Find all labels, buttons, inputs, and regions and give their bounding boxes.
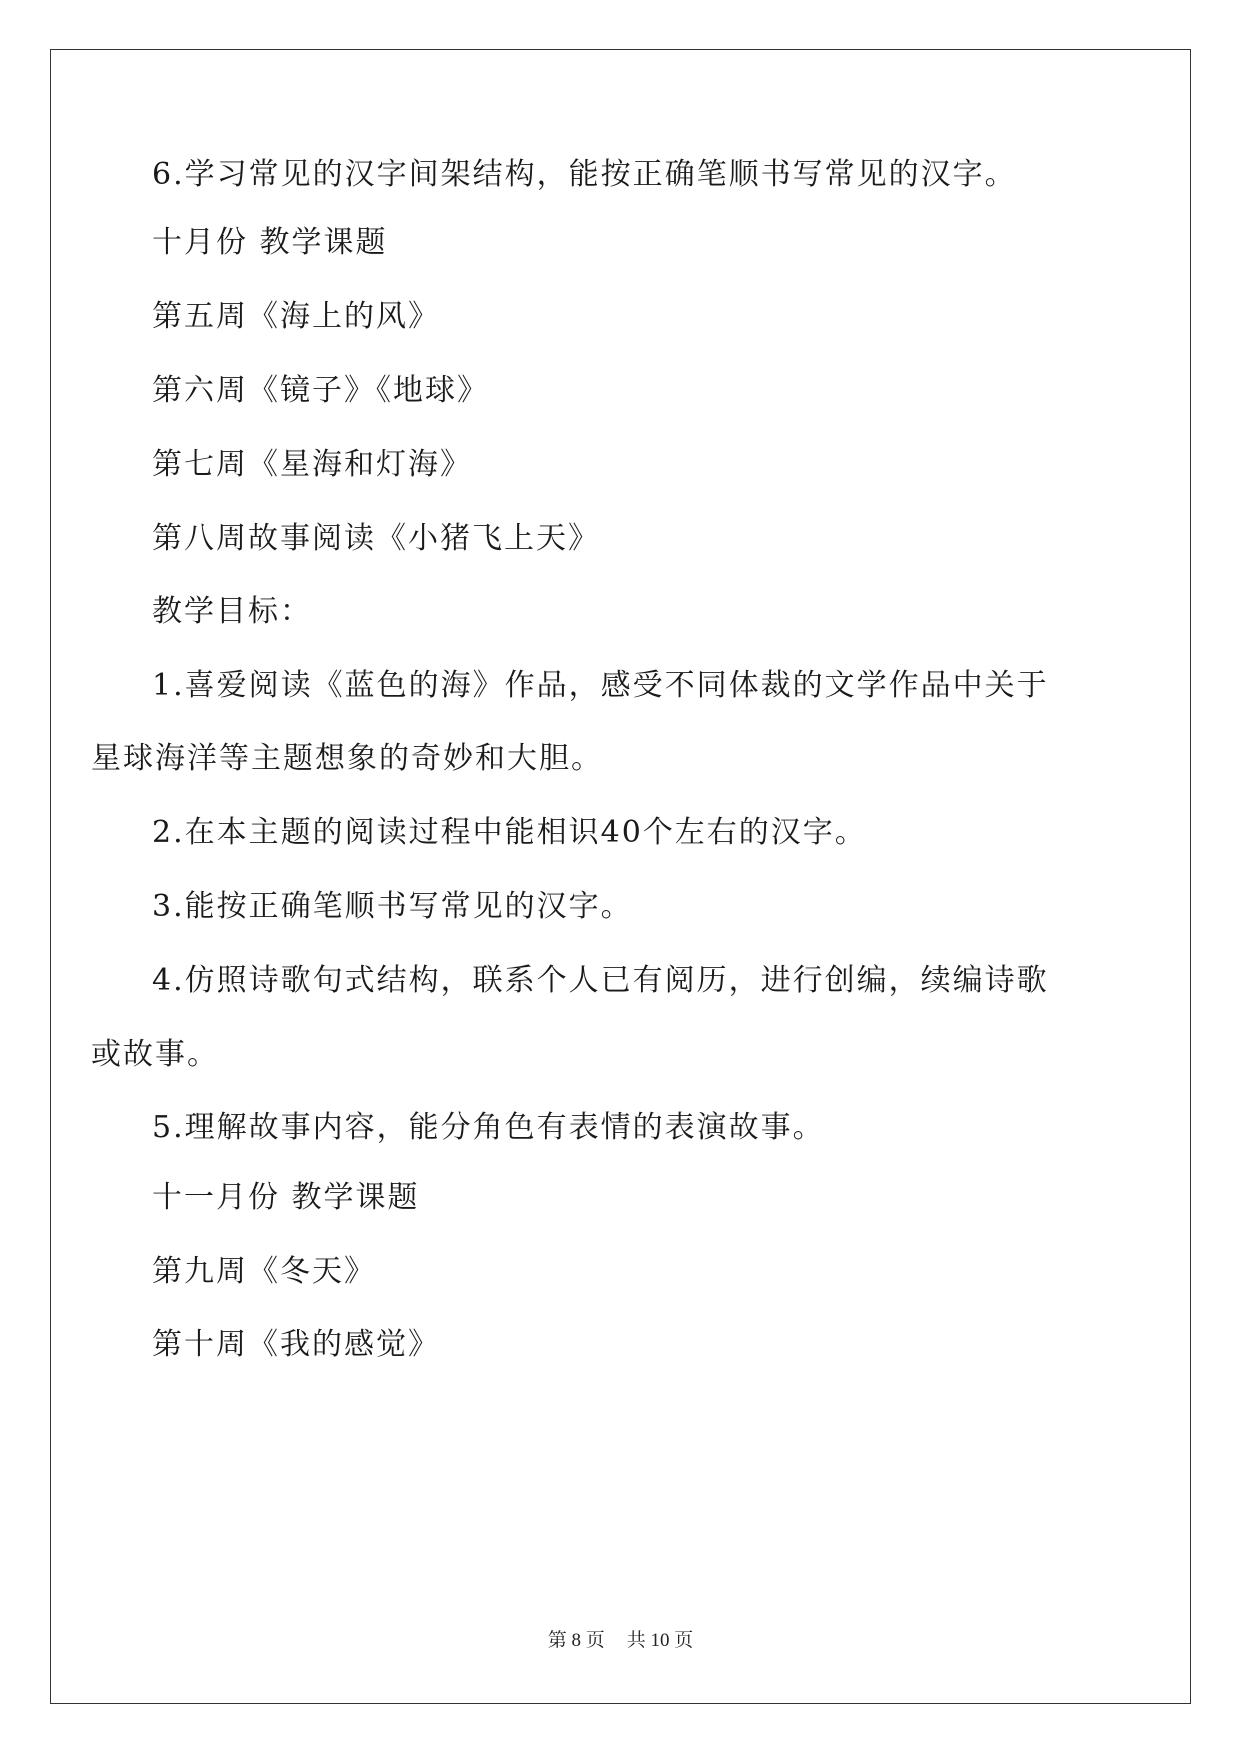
paragraph: 1.喜爱阅读《蓝色的海》作品，感受不同体裁的文学作品中关于: [152, 668, 1049, 703]
page-number: 第 8 页: [547, 1630, 605, 1651]
paragraph-continuation: 星球海洋等主题想象的奇妙和大胆。: [91, 741, 603, 776]
paragraph: 6.学习常见的汉字间架结构，能按正确笔顺书写常见的汉字。: [152, 157, 1017, 192]
page-total: 共 10 页: [626, 1630, 694, 1651]
section-heading: 教学目标：: [152, 594, 312, 629]
paragraph: 4.仿照诗歌句式结构，联系个人已有阅历，进行创编，续编诗歌: [152, 963, 1049, 998]
paragraph: 2.在本主题的阅读过程中能相识40个左右的汉字。: [152, 815, 867, 850]
paragraph: 第五周《海上的风》: [152, 299, 440, 334]
paragraph: 5.理解故事内容，能分角色有表情的表演故事。: [152, 1110, 825, 1145]
paragraph: 第九周《冬天》: [152, 1254, 376, 1289]
paragraph: 第七周《星海和灯海》: [152, 447, 472, 482]
page-border: [50, 49, 1191, 1704]
paragraph: 第六周《镜子》《地球》: [152, 373, 489, 408]
paragraph: 第十周《我的感觉》: [152, 1327, 440, 1362]
section-heading: 十一月份 教学课题: [152, 1180, 420, 1215]
section-heading: 十月份 教学课题: [152, 225, 388, 260]
page-footer: [0, 1629, 1241, 1653]
paragraph: 3.能按正确笔顺书写常见的汉字。: [152, 889, 633, 924]
paragraph-continuation: 或故事。: [91, 1037, 219, 1072]
paragraph: 第八周故事阅读《小猪飞上天》: [152, 521, 600, 556]
